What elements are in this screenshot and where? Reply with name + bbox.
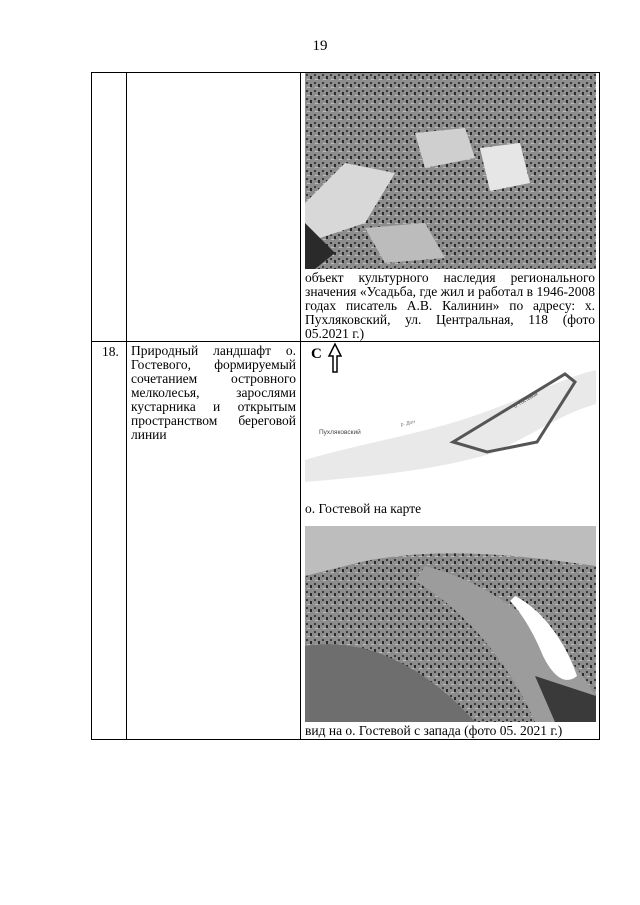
map-caption: о. Гостевой на карте xyxy=(305,501,422,516)
north-label: С xyxy=(311,346,322,362)
estate-photo-caption: объект культурного наследия регионального значения «Усадьба, где жил и работал в 1946-2008 годах писатель А.В. Калинин» по адресу: х. Пухляковский, ул. Центральная, 118 (фото 05.2021 г.) xyxy=(305,270,595,341)
place-label: Пухляковский xyxy=(319,429,361,436)
river-label: р. Дон xyxy=(400,419,416,428)
island-photo-caption: вид на о. Гостевой с запада (фото 05. 2021 г.) xyxy=(305,723,563,738)
island-photo xyxy=(305,526,596,722)
row-description-cell xyxy=(127,73,301,342)
island-label: о. Гостевой xyxy=(513,391,539,410)
estate-photo xyxy=(305,73,596,269)
table-row xyxy=(92,73,600,342)
island-map xyxy=(305,342,596,482)
row-number-cell: 18. xyxy=(92,342,127,740)
heritage-table xyxy=(91,72,600,740)
row-image-cell xyxy=(301,73,600,342)
page-number: 19 xyxy=(312,38,328,54)
north-arrow-icon xyxy=(329,344,341,372)
row-number-cell xyxy=(92,73,127,342)
table-row xyxy=(92,342,600,740)
row-image-cell xyxy=(301,342,600,740)
row-description-cell: Природный ландшафт о. Гостевого, формируемый сочетанием островного мелколесья, зарослями кустарника и открытым пространством береговой линии xyxy=(127,342,301,740)
